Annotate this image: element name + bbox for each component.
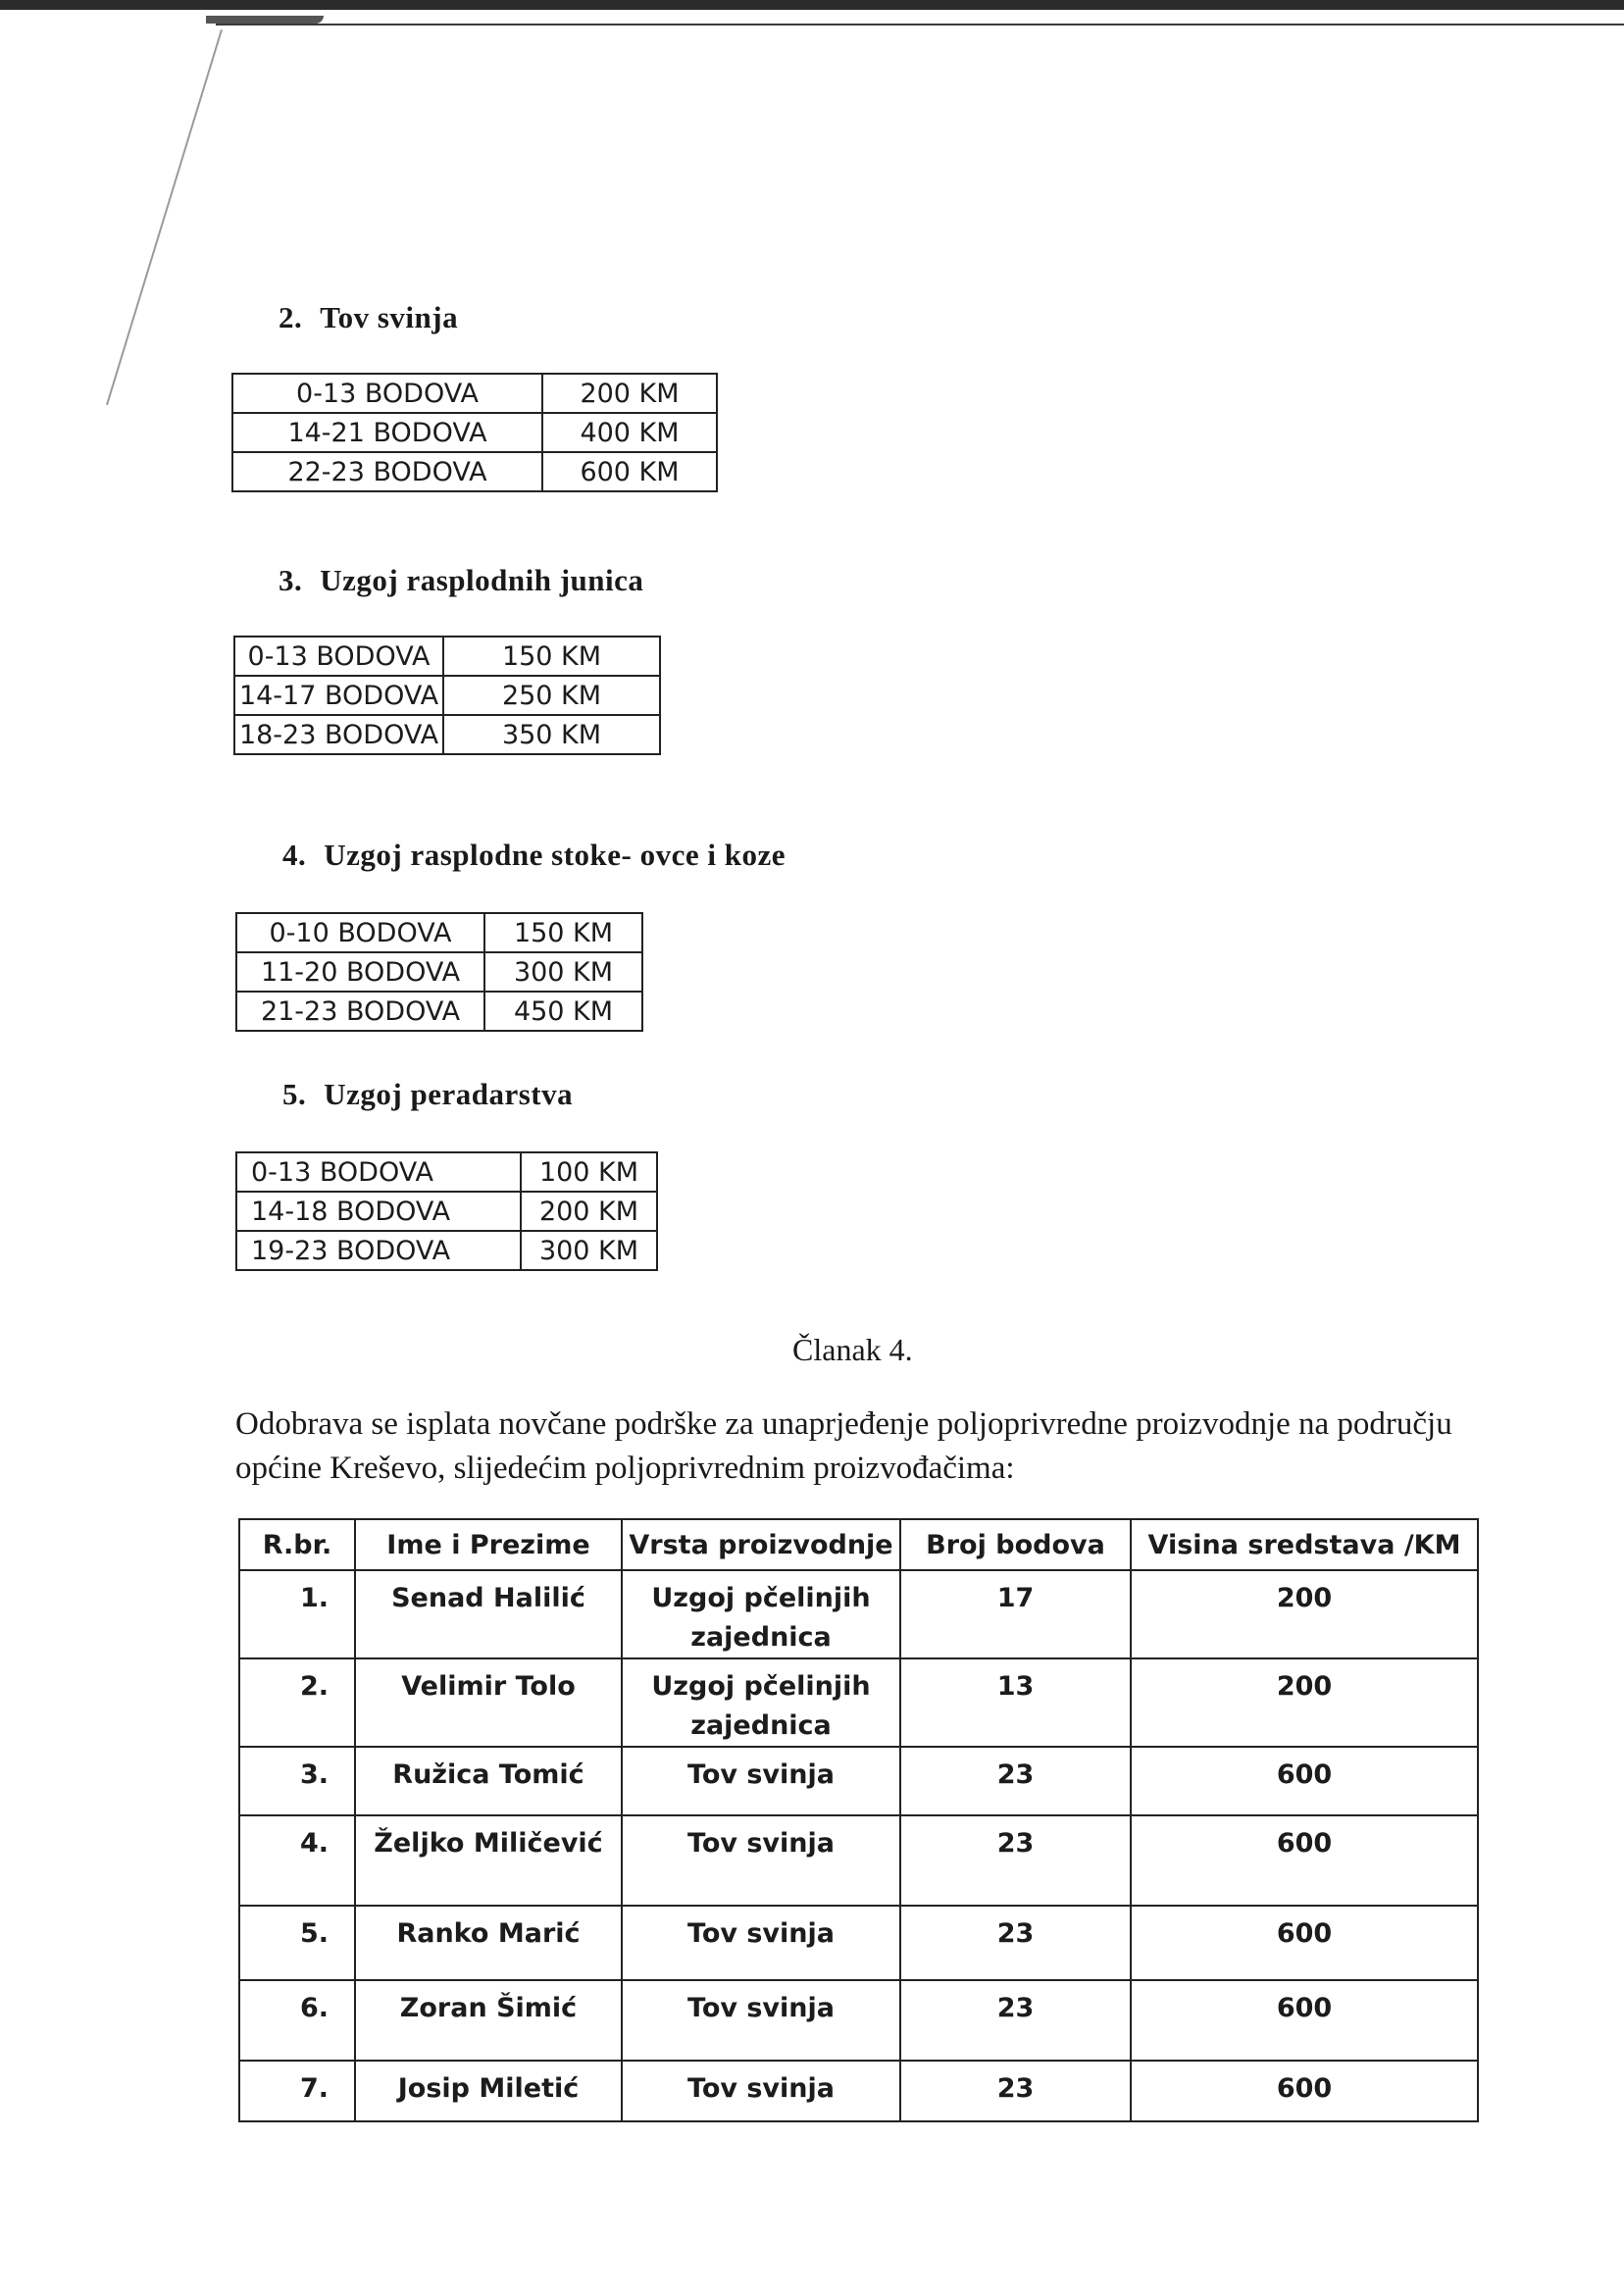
article-text: Odobrava se isplata novčane podrške za unaprjeđenje poljoprivredne proizvodnje na području općine Kreševo, slijedećim poljoprivrednim proizvođačima: (235, 1406, 1452, 1486)
section-number: 2. (279, 300, 303, 334)
table-row (239, 1658, 1478, 1747)
amount-cell: 300 KM (521, 1231, 657, 1270)
table-row (239, 1747, 1478, 1815)
section-heading-tov-svinja (279, 300, 458, 335)
amount-cell: 300 KM (484, 952, 642, 992)
points-cell: 13 (900, 1658, 1131, 1747)
amount-cell: 600 (1131, 1906, 1478, 1980)
amount-cell: 600 (1131, 1815, 1478, 1906)
amount-cell: 100 KM (521, 1152, 657, 1192)
section-number: 4. (282, 838, 307, 872)
points-cell: 23 (900, 1980, 1131, 2061)
scan-top-edge (0, 0, 1624, 10)
amount-cell: 200 KM (521, 1192, 657, 1231)
name-cell: Zoran Šimić (355, 1980, 622, 2061)
range-cell: 0-13 BODOVA (236, 1152, 521, 1192)
amount-cell: 200 (1131, 1570, 1478, 1658)
col-header-amount: Visina sredstava /KM (1131, 1519, 1478, 1570)
rbr-cell: 6. (239, 1980, 355, 2061)
score-table-peradarstvo (235, 1151, 658, 1271)
range-cell: 0-10 BODOVA (236, 913, 484, 952)
points-cell: 23 (900, 2061, 1131, 2121)
type-cell: Tov svinja (622, 1747, 900, 1815)
type-cell: Uzgoj pčelinjih zajednica (622, 1570, 900, 1658)
points-cell: 23 (900, 1815, 1131, 1906)
name-cell: Željko Miličević (355, 1815, 622, 1906)
table-row (236, 992, 642, 1031)
amount-cell: 600 (1131, 2061, 1478, 2121)
section-number: 3. (279, 563, 303, 597)
range-cell: 14-18 BODOVA (236, 1192, 521, 1231)
type-cell: Tov svinja (622, 1980, 900, 2061)
table-row (239, 1815, 1478, 1906)
points-cell: 23 (900, 1906, 1131, 1980)
table-row (239, 1570, 1478, 1658)
amount-cell: 600 (1131, 1747, 1478, 1815)
table-row (239, 1906, 1478, 1980)
table-row (232, 452, 717, 491)
section-number: 5. (282, 1077, 307, 1111)
type-cell: Tov svinja (622, 1815, 900, 1906)
table-row (236, 1152, 657, 1192)
name-cell: Ružica Tomić (355, 1747, 622, 1815)
score-table-junice (233, 636, 661, 755)
rbr-cell: 3. (239, 1747, 355, 1815)
amount-cell: 600 (1131, 1980, 1478, 2061)
amount-cell: 400 KM (542, 413, 717, 452)
amount-cell: 200 (1131, 1658, 1478, 1747)
amount-cell: 150 KM (443, 637, 660, 676)
table-row (232, 374, 717, 413)
recipients-table (238, 1518, 1479, 2122)
range-cell: 11-20 BODOVA (236, 952, 484, 992)
table-row (234, 715, 660, 754)
table-row (234, 676, 660, 715)
col-header-name: Ime i Prezime (355, 1519, 622, 1570)
range-cell: 0-13 BODOVA (232, 374, 542, 413)
section-title: Uzgoj rasplodne stoke- ovce i koze (324, 838, 786, 872)
range-cell: 0-13 BODOVA (234, 637, 443, 676)
section-heading-ovce-koze (282, 838, 786, 873)
amount-cell: 600 KM (542, 452, 717, 491)
points-cell: 17 (900, 1570, 1131, 1658)
range-cell: 18-23 BODOVA (234, 715, 443, 754)
name-cell: Velimir Tolo (355, 1658, 622, 1747)
amount-cell: 150 KM (484, 913, 642, 952)
section-heading-junice (279, 563, 643, 598)
table-row (232, 413, 717, 452)
range-cell: 14-21 BODOVA (232, 413, 542, 452)
table-row (239, 1980, 1478, 2061)
article-heading: Članak 4. (792, 1332, 913, 1367)
range-cell: 19-23 BODOVA (236, 1231, 521, 1270)
table-row (239, 2061, 1478, 2121)
section-title: Uzgoj peradarstva (324, 1077, 574, 1111)
col-header-rbr: R.br. (239, 1519, 355, 1570)
table-row (236, 1192, 657, 1231)
name-cell: Ranko Marić (355, 1906, 622, 1980)
table-header-row (239, 1519, 1478, 1570)
amount-cell: 200 KM (542, 374, 717, 413)
type-cell: Uzgoj pčelinjih zajednica (622, 1658, 900, 1747)
rbr-cell: 4. (239, 1815, 355, 1906)
scan-streak (106, 29, 223, 405)
rbr-cell: 1. (239, 1570, 355, 1658)
table-row (236, 952, 642, 992)
score-table-tov-svinja (231, 373, 718, 492)
scan-top-rule (216, 24, 1624, 25)
points-cell: 23 (900, 1747, 1131, 1815)
amount-cell: 450 KM (484, 992, 642, 1031)
rbr-cell: 2. (239, 1658, 355, 1747)
range-cell: 22-23 BODOVA (232, 452, 542, 491)
table-row (236, 913, 642, 952)
scan-artifact (206, 16, 324, 24)
section-title: Tov svinja (320, 300, 459, 334)
type-cell: Tov svinja (622, 1906, 900, 1980)
score-table-ovce-koze (235, 912, 643, 1032)
name-cell: Josip Miletić (355, 2061, 622, 2121)
table-row (236, 1231, 657, 1270)
table-row (234, 637, 660, 676)
amount-cell: 250 KM (443, 676, 660, 715)
rbr-cell: 7. (239, 2061, 355, 2121)
type-cell: Tov svinja (622, 2061, 900, 2121)
section-heading-peradarstvo (282, 1077, 573, 1112)
col-header-type: Vrsta proizvodnje (622, 1519, 900, 1570)
amount-cell: 350 KM (443, 715, 660, 754)
range-cell: 14-17 BODOVA (234, 676, 443, 715)
name-cell: Senad Halilić (355, 1570, 622, 1658)
col-header-points: Broj bodova (900, 1519, 1131, 1570)
range-cell: 21-23 BODOVA (236, 992, 484, 1031)
rbr-cell: 5. (239, 1906, 355, 1980)
section-title: Uzgoj rasplodnih junica (320, 563, 644, 597)
